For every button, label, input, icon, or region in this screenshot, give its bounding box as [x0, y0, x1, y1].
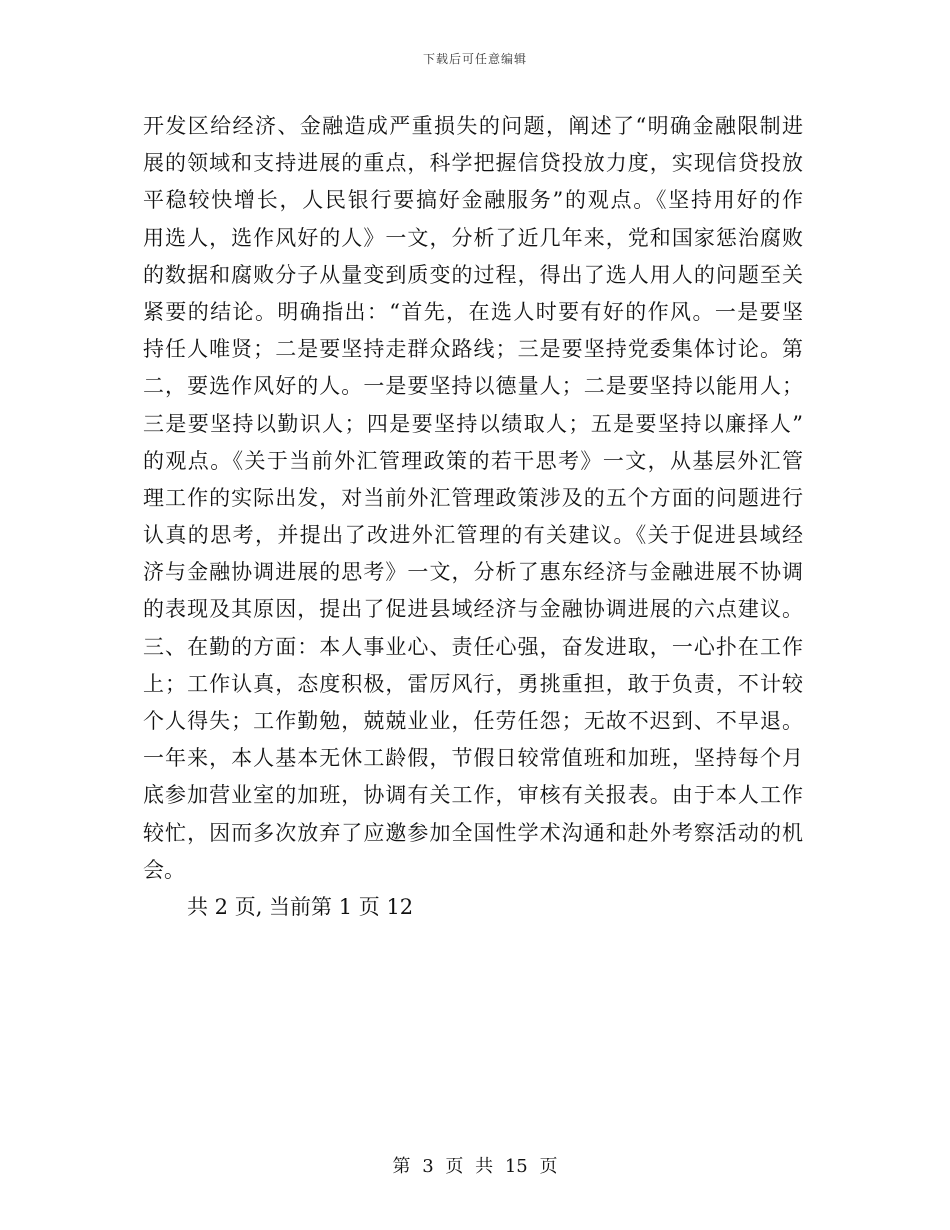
body-line: 三、在勤的方面：本人事业心、责任心强，奋发进取，一心扑在工作: [143, 634, 803, 659]
body-line: 会。: [143, 857, 185, 882]
body-line: 较忙，因而多次放弃了应邀参加全国性学术沟通和赴外考察活动的机: [143, 820, 803, 845]
body-line: 理工作的实际出发，对当前外汇管理政策涉及的五个方面的问题进行: [143, 485, 803, 510]
body-line: 开发区给经济、金融造成严重损失的问题，阐述了“明确金融限制进: [143, 114, 803, 138]
body-line: 的观点。《关于当前外汇管理政策的若干思考》一文，从基层外汇管: [143, 448, 803, 473]
document-body: [143, 108, 803, 889]
body-line: 的表现及其原因，提出了促进县域经济与金融协调进展的六点建议。: [143, 597, 803, 622]
body-line: 二，要选作风好的人。一是要坚持以德量人；二是要坚持以能用人；: [143, 374, 803, 399]
body-line: 三是要坚持以勤识人；四是要坚持以绩取人；五是要坚持以廉择人”: [143, 411, 803, 436]
body-line: 紧要的结论。明确指出：“首先，在选人时要有好的作风。一是要坚: [143, 299, 803, 324]
body-line: 用选人，选作风好的人》一文，分析了近几年来，党和国家惩治腐败: [143, 225, 803, 250]
body-line: 个人得失；工作勤勉，兢兢业业，任劳任怨；无故不迟到、不早退。: [143, 709, 803, 733]
body-line: 平稳较快增长，人民银行要搞好金融服务”的观点。《坚持用好的作: [143, 188, 803, 213]
page-header: 下载后可任意编辑: [422, 52, 527, 66]
body-line: 济与金融协调进展的思考》一文，分析了惠东经济与金融进展不协调: [143, 560, 803, 585]
body-line: 的数据和腐败分子从量变到质变的过程，得出了选人用人的问题至关: [143, 262, 803, 287]
body-line: 一年来，本人基本无休工龄假，节假日较常值班和加班，坚持每个月: [143, 746, 803, 771]
body-line: 上；工作认真，态度积极，雷厉风行，勇挑重担，敢于负责，不计较: [143, 671, 803, 696]
body-line: 持任人唯贤；二是要坚持走群众路线；三是要坚持党委集体讨论。第: [143, 337, 803, 362]
body-line: 认真的思考，并提出了改进外汇管理的有关建议。《关于促进县域经: [143, 523, 803, 548]
page-indicator: 共 2 页, 当前第 1 页 12: [187, 895, 414, 919]
body-line: 展的领域和支持进展的重点，科学把握信贷投放力度，实现信贷投放: [143, 151, 803, 176]
page-footer: 第 3 页 共 15 页: [392, 1156, 558, 1177]
body-line: 底参加营业室的加班，协调有关工作，审核有关报表。由于本人工作: [143, 783, 803, 808]
